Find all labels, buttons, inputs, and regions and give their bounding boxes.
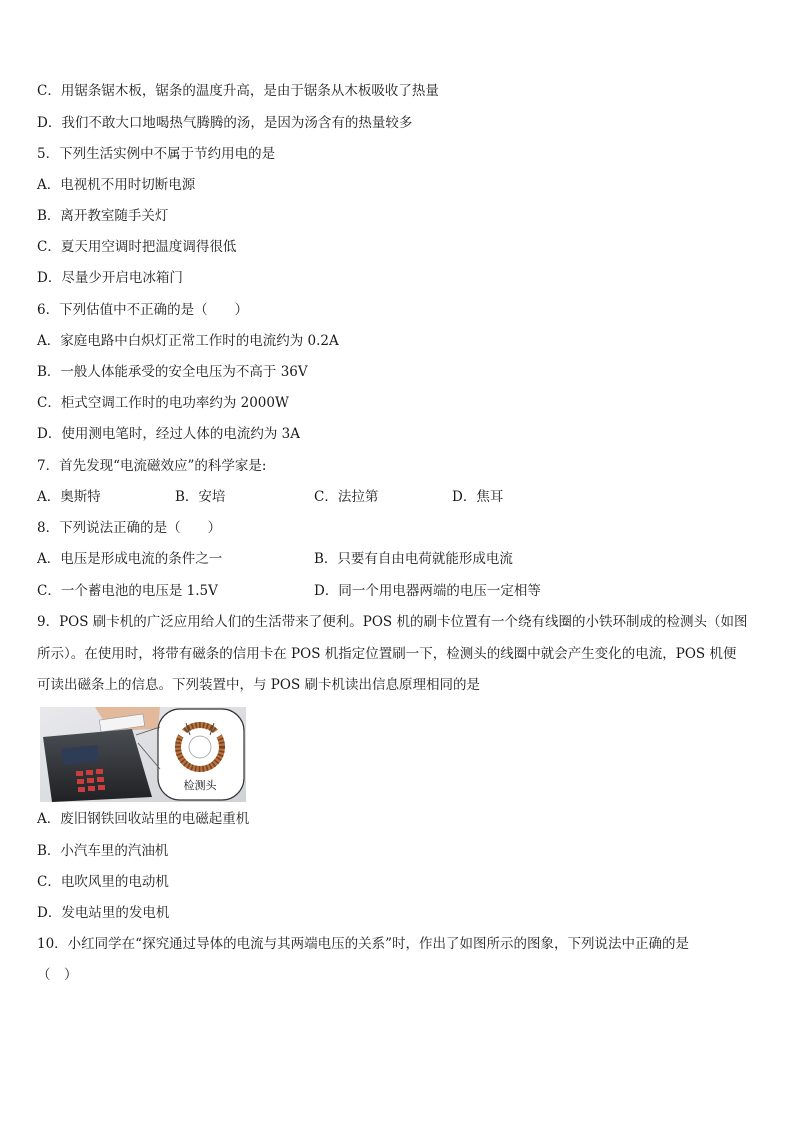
question-8-option-d: D．同一个用电器两端的电压一定相等 [314, 583, 541, 599]
question-7-option-d: D．焦耳 [452, 489, 504, 505]
question-10-stem-line-1: 10．小红同学在“探究通过导体的电流与其两端电压的关系”时，作出了如图所示的图象，下列说法中正确的是 [37, 936, 689, 952]
question-10-stem-line-2: （ ） [37, 967, 78, 983]
question-8-option-c: C．一个蓄电池的电压是 1.5V [37, 583, 218, 599]
question-5-option-c: C．夏天用空调时把温度调得很低 [37, 239, 237, 255]
question-7-option-b: B．安培 [175, 489, 226, 505]
question-9-option-d: D．发电站里的发电机 [37, 905, 170, 921]
question-9-stem-line-3: 可读出磁条上的信息。下列装置中，与 POS 刷卡机读出信息原理相同的是 [37, 677, 480, 693]
question-6-option-a: A．家庭电路中白炽灯正常工作时的电流约为 0.2A [37, 333, 339, 349]
detector-label: 检测头 [183, 779, 217, 792]
question-6-option-d: D．使用测电笔时，经过人体的电流约为 3A [37, 426, 300, 442]
question-6-option-c: C．柜式空调工作时的电功率约为 2000W [37, 395, 289, 411]
question-8-option-b: B．只要有自由电荷就能形成电流 [314, 551, 513, 567]
question-6-option-b: B．一般人体能承受的安全电压为不高于 36V [37, 364, 308, 380]
question-7-option-a: A．奥斯特 [37, 489, 101, 505]
question-7-stem: 7．首先发现“电流磁效应”的科学家是: [37, 458, 267, 474]
pos-machine-figure [40, 707, 246, 802]
question-6-stem: 6．下列估值中不正确的是（ ） [37, 302, 249, 318]
question-9-stem-line-1: 9．POS 刷卡机的广泛应用给人们的生活带来了便利。POS 机的刷卡位置有一个绕有线圈的小铁环制成的检测头（如图 [37, 614, 748, 630]
question-9-option-c: C．电吹风里的电动机 [37, 874, 169, 890]
option-d-previous: D．我们不敢大口地喝热气腾腾的汤，是因为汤含有的热量较多 [37, 115, 413, 131]
question-8-stem: 8．下列说法正确的是（ ） [37, 520, 222, 536]
question-8-option-a: A．电压是形成电流的条件之一 [37, 551, 223, 567]
question-5-option-d: D．尽量少开启电冰箱门 [37, 270, 183, 286]
question-5-stem: 5．下列生活实例中不属于节约用电的是 [37, 146, 276, 162]
pos-machine-illustration [40, 707, 246, 802]
question-5-option-b: B．离开教室随手关灯 [37, 208, 169, 224]
option-c-previous: C．用锯条锯木板，锯条的温度升高，是由于锯条从木板吸收了热量 [37, 83, 439, 99]
question-9-option-b: B．小汽车里的汽油机 [37, 843, 169, 859]
question-9-stem-line-2: 所示）。在使用时，将带有磁条的信用卡在 POS 机指定位置刷一下，检测头的线圈中就会产生变化的电流，POS 机便 [37, 646, 737, 662]
question-7-option-c: C．法拉第 [314, 489, 379, 505]
question-5-option-a: A．电视机不用时切断电源 [37, 177, 196, 193]
question-9-option-a: A．废旧钢铁回收站里的电磁起重机 [37, 811, 250, 827]
